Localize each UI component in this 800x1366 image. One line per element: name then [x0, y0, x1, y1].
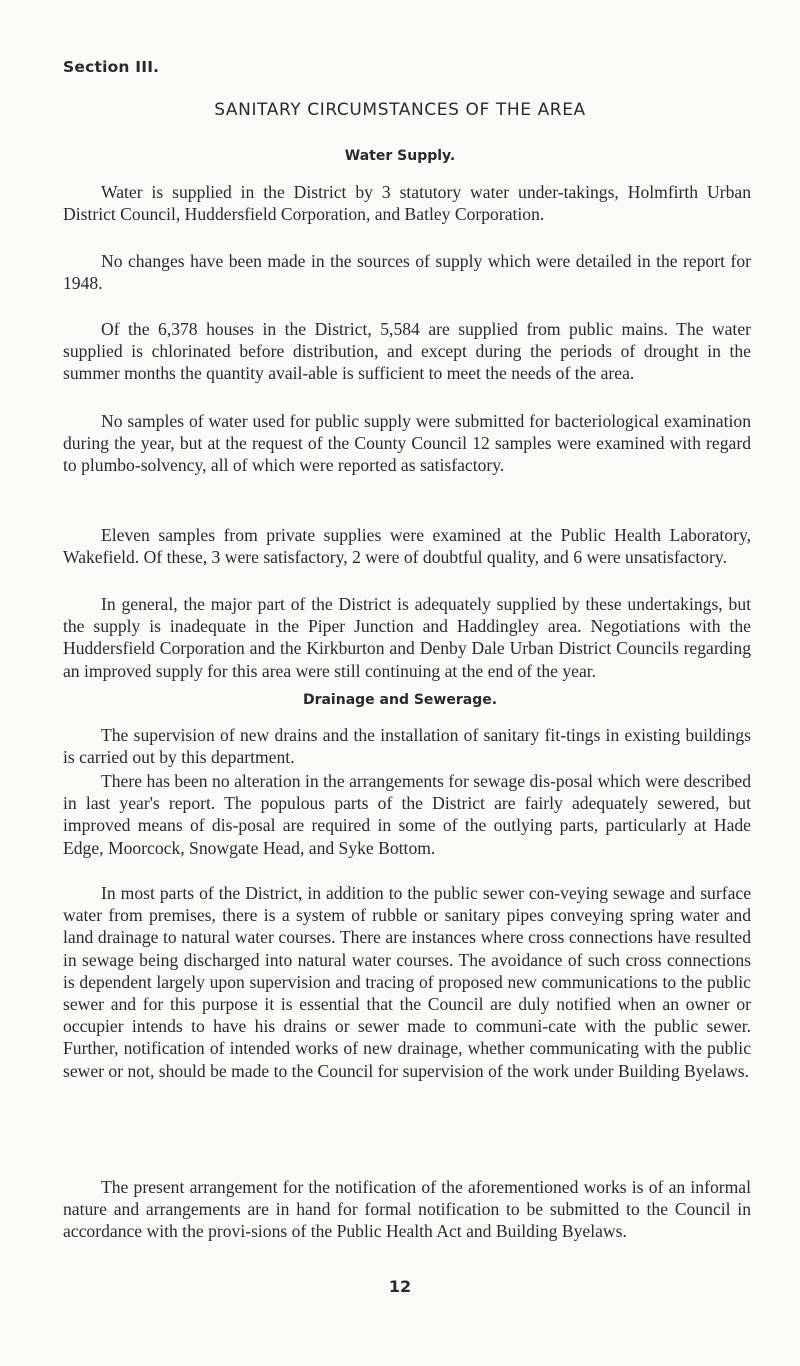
page-number: 12: [388, 1277, 412, 1296]
paragraph-no-changes: No changes have been made in the sources of supply which were detailed in the report for 1948.: [63, 251, 751, 294]
paragraph-houses-supplied: Of the 6,378 houses in the District, 5,584 are supplied from public mains. The water supplied is chlorinated before distribution, and except during the periods of drought in the summer months the quantity avail-able is sufficient to meet the needs of the area.: [63, 319, 751, 384]
section-label: Section III.: [63, 58, 160, 76]
drainage-heading: Drainage and Sewerage.: [302, 692, 498, 708]
paragraph-water-sources: Water is supplied in the District by 3 statutory water under-takings, Holmfirth Urban District Council, Huddersfield Corporation, and Batley Corporation.: [63, 182, 751, 225]
water-supply-heading: Water Supply.: [344, 148, 456, 164]
page-title: SANITARY CIRCUMSTANCES OF THE AREA: [214, 100, 586, 120]
paragraph-samples-public: No samples of water used for public supply were submitted for bacteriological examination during the year, but at the request of the County Council 12 samples were examined with regard to plumbo-solvency, all of which were reported as satisfactory.: [63, 411, 751, 476]
paragraph-general-supply: In general, the major part of the District is adequately supplied by these undertakings, but the supply is inadequate in the Piper Junction and Haddingley area. Negotiations with the Huddersfield Corporation and the Kirkburton and Denby Dale Urban District Councils regarding an improved supply for this area were still continuing at the end of the year.: [63, 594, 751, 681]
paragraph-sewage-disposal: There has been no alteration in the arrangements for sewage dis-posal which were described in last year's report. The populous parts of the District are fairly adequately sewered, but improved means of dis-posal are required in some of the outlying parts, particularly at Hade Edge, Moorcock, Snowgate Head, and Syke Bottom.: [63, 771, 751, 858]
paragraph-notification: The present arrangement for the notification of the aforementioned works is of an informal nature and arrangements are in hand for formal notification to be submitted to the Council in accordance with the provi-sions of the Public Health Act and Building Byelaws.: [63, 1177, 751, 1242]
paragraph-samples-private: Eleven samples from private supplies were examined at the Public Health Laboratory, Wakefield. Of these, 3 were satisfactory, 2 were of doubtful quality, and 6 were unsatisfactory.: [63, 525, 751, 568]
paragraph-cross-connections: In most parts of the District, in addition to the public sewer con-veying sewage and surface water from premises, there is a system of rubble or sanitary pipes conveying spring water and land drainage to natural water courses. There are instances where cross connections have resulted in sewage being discharged into natural water courses. The avoidance of such cross connections is dependent largely upon supervision and tracing of proposed new communications to the public sewer and for this purpose it is essential that the Council are duly notified when an owner or occupier intends to have his drains or sewer made to communi-cate with the public sewer. Further, notification of intended works of new drainage, whether communicating with the public sewer or not, should be made to the Council for supervision of the work under Building Byelaws.: [63, 883, 751, 1081]
paragraph-supervision: The supervision of new drains and the installation of sanitary fit-tings in existing buildings is carried out by this department.: [63, 725, 751, 768]
